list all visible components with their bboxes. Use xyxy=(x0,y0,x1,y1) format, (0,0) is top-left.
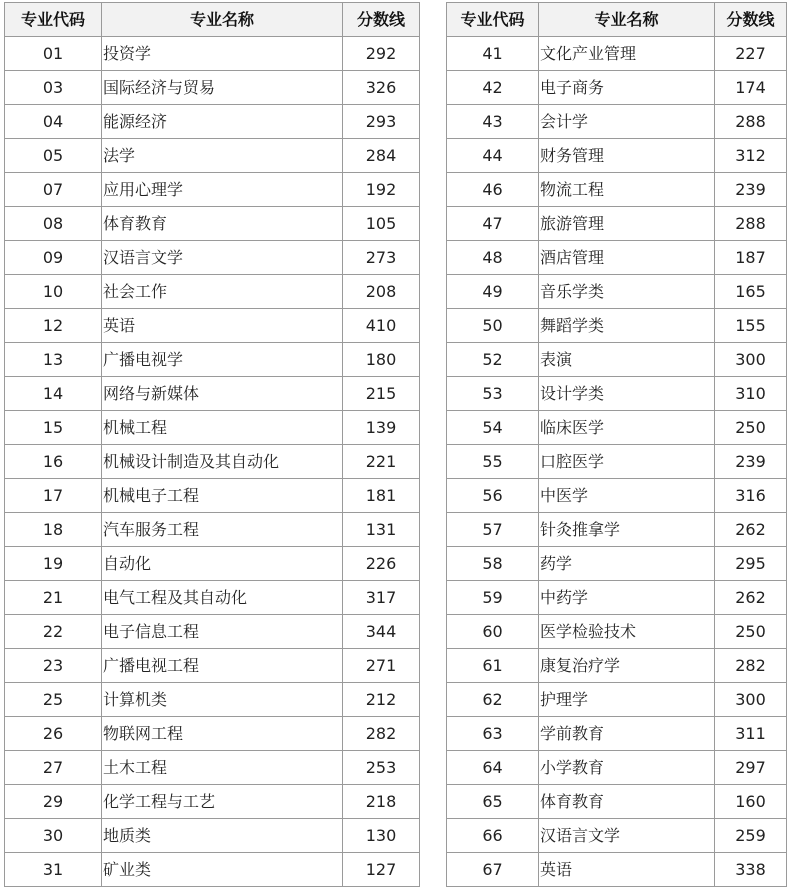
table-row xyxy=(447,853,787,887)
cutoff-score-cell: 312 xyxy=(715,139,787,173)
table-row xyxy=(447,785,787,819)
cutoff-score-cell: 316 xyxy=(715,479,787,513)
major-code-cell: 23 xyxy=(5,649,102,683)
table-row xyxy=(447,37,787,71)
major-code-cell: 59 xyxy=(447,581,539,615)
major-name-cell: 法学 xyxy=(102,139,343,173)
table-row xyxy=(5,683,420,717)
major-name-cell: 能源经济 xyxy=(102,105,343,139)
major-name-cell: 针灸推拿学 xyxy=(539,513,715,547)
major-code-cell: 15 xyxy=(5,411,102,445)
major-name-cell: 物流工程 xyxy=(539,173,715,207)
table-row xyxy=(447,71,787,105)
table-row xyxy=(5,105,420,139)
cutoff-score-cell: 344 xyxy=(343,615,420,649)
major-name-cell: 国际经济与贸易 xyxy=(102,71,343,105)
major-name-cell: 自动化 xyxy=(102,547,343,581)
major-name-cell: 中药学 xyxy=(539,581,715,615)
column-header-score: 分数线 xyxy=(343,3,420,37)
cutoff-score-cell: 208 xyxy=(343,275,420,309)
cutoff-score-cell: 239 xyxy=(715,445,787,479)
table-row xyxy=(5,241,420,275)
table-row xyxy=(5,581,420,615)
major-code-cell: 65 xyxy=(447,785,539,819)
major-code-cell: 42 xyxy=(447,71,539,105)
cutoff-score-cell: 295 xyxy=(715,547,787,581)
major-code-cell: 54 xyxy=(447,411,539,445)
table-row xyxy=(5,751,420,785)
cutoff-score-cell: 239 xyxy=(715,173,787,207)
major-code-cell: 30 xyxy=(5,819,102,853)
table-row xyxy=(5,275,420,309)
table-row xyxy=(5,377,420,411)
table-row xyxy=(447,717,787,751)
table-row xyxy=(5,207,420,241)
major-name-cell: 体育教育 xyxy=(539,785,715,819)
major-name-cell: 旅游管理 xyxy=(539,207,715,241)
major-code-cell: 31 xyxy=(5,853,102,887)
major-code-cell: 60 xyxy=(447,615,539,649)
major-code-cell: 58 xyxy=(447,547,539,581)
major-name-cell: 机械工程 xyxy=(102,411,343,445)
cutoff-score-cell: 271 xyxy=(343,649,420,683)
cutoff-score-cell: 192 xyxy=(343,173,420,207)
cutoff-score-cell: 139 xyxy=(343,411,420,445)
cutoff-score-cell: 282 xyxy=(343,717,420,751)
cutoff-score-cell: 105 xyxy=(343,207,420,241)
cutoff-score-cell: 253 xyxy=(343,751,420,785)
table-row xyxy=(447,139,787,173)
table-row xyxy=(447,411,787,445)
major-name-cell: 设计学类 xyxy=(539,377,715,411)
major-name-cell: 财务管理 xyxy=(539,139,715,173)
major-code-cell: 53 xyxy=(447,377,539,411)
major-name-cell: 体育教育 xyxy=(102,207,343,241)
table-row xyxy=(5,649,420,683)
major-code-cell: 48 xyxy=(447,241,539,275)
major-name-cell: 中医学 xyxy=(539,479,715,513)
cutoff-score-cell: 250 xyxy=(715,615,787,649)
major-name-cell: 广播电视工程 xyxy=(102,649,343,683)
cutoff-score-cell: 187 xyxy=(715,241,787,275)
major-name-cell: 应用心理学 xyxy=(102,173,343,207)
major-code-cell: 43 xyxy=(447,105,539,139)
cutoff-score-cell: 218 xyxy=(343,785,420,819)
cutoff-score-cell: 131 xyxy=(343,513,420,547)
cutoff-score-cell: 215 xyxy=(343,377,420,411)
major-code-cell: 47 xyxy=(447,207,539,241)
major-name-cell: 电子商务 xyxy=(539,71,715,105)
table-body-left xyxy=(5,37,420,887)
major-name-cell: 音乐学类 xyxy=(539,275,715,309)
cutoff-score-cell: 292 xyxy=(343,37,420,71)
major-code-cell: 13 xyxy=(5,343,102,377)
table-row xyxy=(447,275,787,309)
cutoff-score-cell: 262 xyxy=(715,513,787,547)
table-row xyxy=(447,309,787,343)
table-row xyxy=(5,445,420,479)
cutoff-score-cell: 410 xyxy=(343,309,420,343)
table-row xyxy=(447,615,787,649)
major-code-cell: 52 xyxy=(447,343,539,377)
table-row xyxy=(5,479,420,513)
table-row xyxy=(5,615,420,649)
major-code-cell: 49 xyxy=(447,275,539,309)
major-code-cell: 16 xyxy=(5,445,102,479)
major-name-cell: 医学检验技术 xyxy=(539,615,715,649)
major-code-cell: 62 xyxy=(447,683,539,717)
major-code-cell: 01 xyxy=(5,37,102,71)
table-row xyxy=(447,683,787,717)
major-code-cell: 55 xyxy=(447,445,539,479)
column-header-score: 分数线 xyxy=(715,3,787,37)
cutoff-score-cell: 155 xyxy=(715,309,787,343)
cutoff-score-cell: 262 xyxy=(715,581,787,615)
cutoff-score-cell: 284 xyxy=(343,139,420,173)
table-row xyxy=(447,819,787,853)
table-row xyxy=(5,853,420,887)
major-name-cell: 英语 xyxy=(102,309,343,343)
major-name-cell: 矿业类 xyxy=(102,853,343,887)
major-name-cell: 社会工作 xyxy=(102,275,343,309)
table-row xyxy=(5,785,420,819)
major-name-cell: 电子信息工程 xyxy=(102,615,343,649)
major-name-cell: 口腔医学 xyxy=(539,445,715,479)
table-row xyxy=(5,411,420,445)
major-name-cell: 物联网工程 xyxy=(102,717,343,751)
major-name-cell: 土木工程 xyxy=(102,751,343,785)
major-name-cell: 护理学 xyxy=(539,683,715,717)
cutoff-score-cell: 180 xyxy=(343,343,420,377)
cutoff-score-cell: 130 xyxy=(343,819,420,853)
major-name-cell: 英语 xyxy=(539,853,715,887)
major-name-cell: 会计学 xyxy=(539,105,715,139)
column-header-code: 专业代码 xyxy=(5,3,102,37)
table-row xyxy=(447,513,787,547)
cutoff-score-cell: 160 xyxy=(715,785,787,819)
table-row xyxy=(5,309,420,343)
major-code-cell: 10 xyxy=(5,275,102,309)
major-code-cell: 26 xyxy=(5,717,102,751)
cutoff-score-cell: 338 xyxy=(715,853,787,887)
table-row xyxy=(447,445,787,479)
cutoff-score-cell: 181 xyxy=(343,479,420,513)
table-row xyxy=(447,207,787,241)
major-name-cell: 电气工程及其自动化 xyxy=(102,581,343,615)
cutoff-score-cell: 297 xyxy=(715,751,787,785)
cutoff-score-cell: 326 xyxy=(343,71,420,105)
table-row xyxy=(447,649,787,683)
table-row xyxy=(5,139,420,173)
cutoff-score-cell: 259 xyxy=(715,819,787,853)
cutoff-score-cell: 300 xyxy=(715,683,787,717)
cutoff-score-cell: 300 xyxy=(715,343,787,377)
major-code-cell: 64 xyxy=(447,751,539,785)
table-row xyxy=(447,105,787,139)
table-row xyxy=(5,819,420,853)
table-row xyxy=(5,343,420,377)
major-name-cell: 汉语言文学 xyxy=(539,819,715,853)
column-header-name: 专业名称 xyxy=(102,3,343,37)
major-name-cell: 广播电视学 xyxy=(102,343,343,377)
table-row xyxy=(5,37,420,71)
table-header-row xyxy=(5,3,420,37)
major-name-cell: 汽车服务工程 xyxy=(102,513,343,547)
major-code-cell: 18 xyxy=(5,513,102,547)
major-code-cell: 41 xyxy=(447,37,539,71)
cutoff-score-cell: 212 xyxy=(343,683,420,717)
major-code-cell: 57 xyxy=(447,513,539,547)
major-name-cell: 康复治疗学 xyxy=(539,649,715,683)
major-name-cell: 学前教育 xyxy=(539,717,715,751)
cutoff-score-cell: 221 xyxy=(343,445,420,479)
table-row xyxy=(447,479,787,513)
table-row xyxy=(447,343,787,377)
major-name-cell: 计算机类 xyxy=(102,683,343,717)
major-code-cell: 08 xyxy=(5,207,102,241)
major-code-cell: 04 xyxy=(5,105,102,139)
score-table-right xyxy=(446,2,787,887)
major-name-cell: 机械设计制造及其自动化 xyxy=(102,445,343,479)
major-code-cell: 22 xyxy=(5,615,102,649)
major-code-cell: 50 xyxy=(447,309,539,343)
cutoff-score-cell: 250 xyxy=(715,411,787,445)
table-row xyxy=(5,71,420,105)
major-name-cell: 文化产业管理 xyxy=(539,37,715,71)
table-row xyxy=(447,581,787,615)
cutoff-score-cell: 273 xyxy=(343,241,420,275)
cutoff-score-cell: 165 xyxy=(715,275,787,309)
major-code-cell: 19 xyxy=(5,547,102,581)
major-name-cell: 网络与新媒体 xyxy=(102,377,343,411)
score-table-left xyxy=(4,2,420,887)
major-code-cell: 05 xyxy=(5,139,102,173)
table-row xyxy=(447,241,787,275)
major-code-cell: 67 xyxy=(447,853,539,887)
table-row xyxy=(5,547,420,581)
cutoff-score-cell: 282 xyxy=(715,649,787,683)
major-code-cell: 21 xyxy=(5,581,102,615)
major-name-cell: 机械电子工程 xyxy=(102,479,343,513)
cutoff-score-cell: 293 xyxy=(343,105,420,139)
major-code-cell: 29 xyxy=(5,785,102,819)
major-name-cell: 投资学 xyxy=(102,37,343,71)
column-header-name: 专业名称 xyxy=(539,3,715,37)
cutoff-score-cell: 288 xyxy=(715,207,787,241)
major-name-cell: 舞蹈学类 xyxy=(539,309,715,343)
major-code-cell: 12 xyxy=(5,309,102,343)
major-code-cell: 09 xyxy=(5,241,102,275)
major-code-cell: 66 xyxy=(447,819,539,853)
major-name-cell: 化学工程与工艺 xyxy=(102,785,343,819)
major-name-cell: 表演 xyxy=(539,343,715,377)
major-name-cell: 小学教育 xyxy=(539,751,715,785)
major-name-cell: 酒店管理 xyxy=(539,241,715,275)
major-code-cell: 07 xyxy=(5,173,102,207)
table-row xyxy=(447,547,787,581)
major-code-cell: 63 xyxy=(447,717,539,751)
major-code-cell: 17 xyxy=(5,479,102,513)
major-code-cell: 14 xyxy=(5,377,102,411)
table-row xyxy=(447,751,787,785)
major-code-cell: 61 xyxy=(447,649,539,683)
major-name-cell: 地质类 xyxy=(102,819,343,853)
table-row xyxy=(5,717,420,751)
major-code-cell: 56 xyxy=(447,479,539,513)
table-row xyxy=(447,377,787,411)
cutoff-score-cell: 311 xyxy=(715,717,787,751)
cutoff-score-cell: 288 xyxy=(715,105,787,139)
major-name-cell: 药学 xyxy=(539,547,715,581)
table-row xyxy=(447,173,787,207)
cutoff-score-cell: 317 xyxy=(343,581,420,615)
table-body-right xyxy=(447,37,787,887)
table-row xyxy=(5,173,420,207)
major-code-cell: 27 xyxy=(5,751,102,785)
major-name-cell: 临床医学 xyxy=(539,411,715,445)
cutoff-score-cell: 174 xyxy=(715,71,787,105)
cutoff-score-cell: 127 xyxy=(343,853,420,887)
major-code-cell: 03 xyxy=(5,71,102,105)
major-name-cell: 汉语言文学 xyxy=(102,241,343,275)
cutoff-score-cell: 310 xyxy=(715,377,787,411)
major-code-cell: 46 xyxy=(447,173,539,207)
major-code-cell: 44 xyxy=(447,139,539,173)
table-row xyxy=(5,513,420,547)
cutoff-score-cell: 227 xyxy=(715,37,787,71)
cutoff-score-cell: 226 xyxy=(343,547,420,581)
table-header-row xyxy=(447,3,787,37)
major-code-cell: 25 xyxy=(5,683,102,717)
column-header-code: 专业代码 xyxy=(447,3,539,37)
